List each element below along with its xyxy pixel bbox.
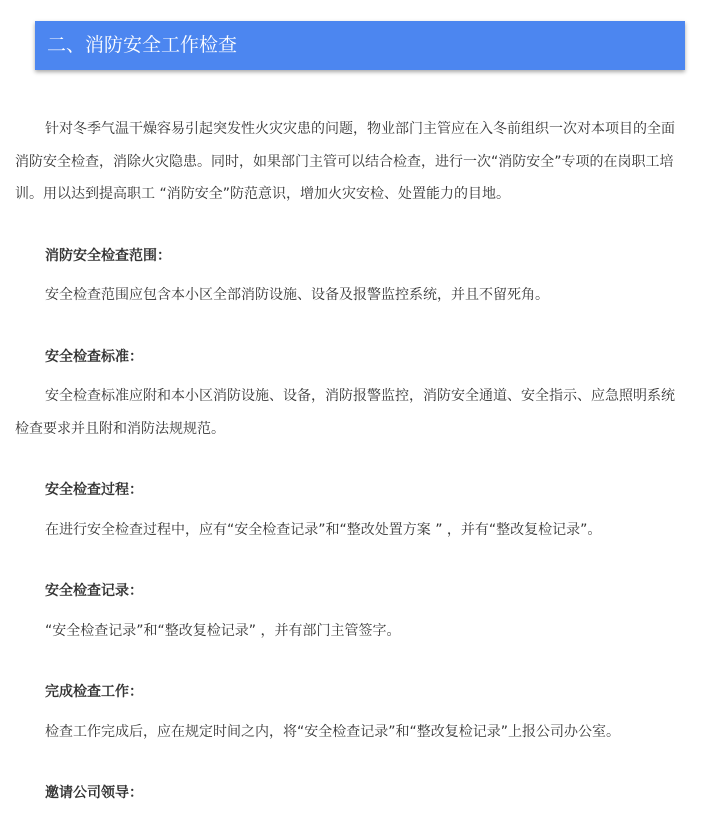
section-heading-standard: 安全检查标准： bbox=[45, 348, 143, 365]
intro-paragraph: 针对冬季气温干燥容易引起突发性火灾灾患的问题，物业部门主管应在入冬前组织一次对本项目的全面消防安全检查，消除火灾隐患。同时，如果部门主管可以结合检查，进行一次“消防安全”专项的在岗职工培训。用以达到提高职工 “消防安全”防范意识，增加火灾安检、处置能力的目地。 bbox=[15, 121, 675, 202]
section-title: 二、消防安全工作检查 bbox=[47, 34, 238, 56]
section-text-records: “安全检查记录”和“整改复检记录” ，并有部门主管签字。 bbox=[45, 622, 401, 639]
section-text-process: 在进行安全检查过程中，应有“安全检查记录”和“整改处置方案 ” ，并有“整改复检记录”。 bbox=[45, 521, 602, 538]
section-heading-complete: 完成检查工作： bbox=[45, 684, 143, 700]
section-heading-process: 安全检查过程： bbox=[45, 482, 143, 498]
section-heading-scope: 消防安全检查范围： bbox=[45, 247, 171, 264]
section-heading-invite: 邀请公司领导： bbox=[45, 785, 143, 801]
section-text-standard: 安全检查标准应附和本小区消防设施、设备，消防报警监控，消防安全通道、安全指示、应急照明系统检查要求并且附和消防法规规范。 bbox=[15, 388, 675, 437]
section-text-complete: 检查工作完成后，应在规定时间之内，将“安全检查记录”和“整改复检记录”上报公司办公室。 bbox=[45, 723, 621, 740]
section-heading-records: 安全检查记录： bbox=[45, 583, 143, 599]
section-title-banner bbox=[35, 21, 685, 70]
section-text-scope: 安全检查范围应包含本小区全部消防设施、设备及报警监控系统，并且不留死角。 bbox=[45, 287, 549, 303]
article-body bbox=[15, 113, 679, 810]
